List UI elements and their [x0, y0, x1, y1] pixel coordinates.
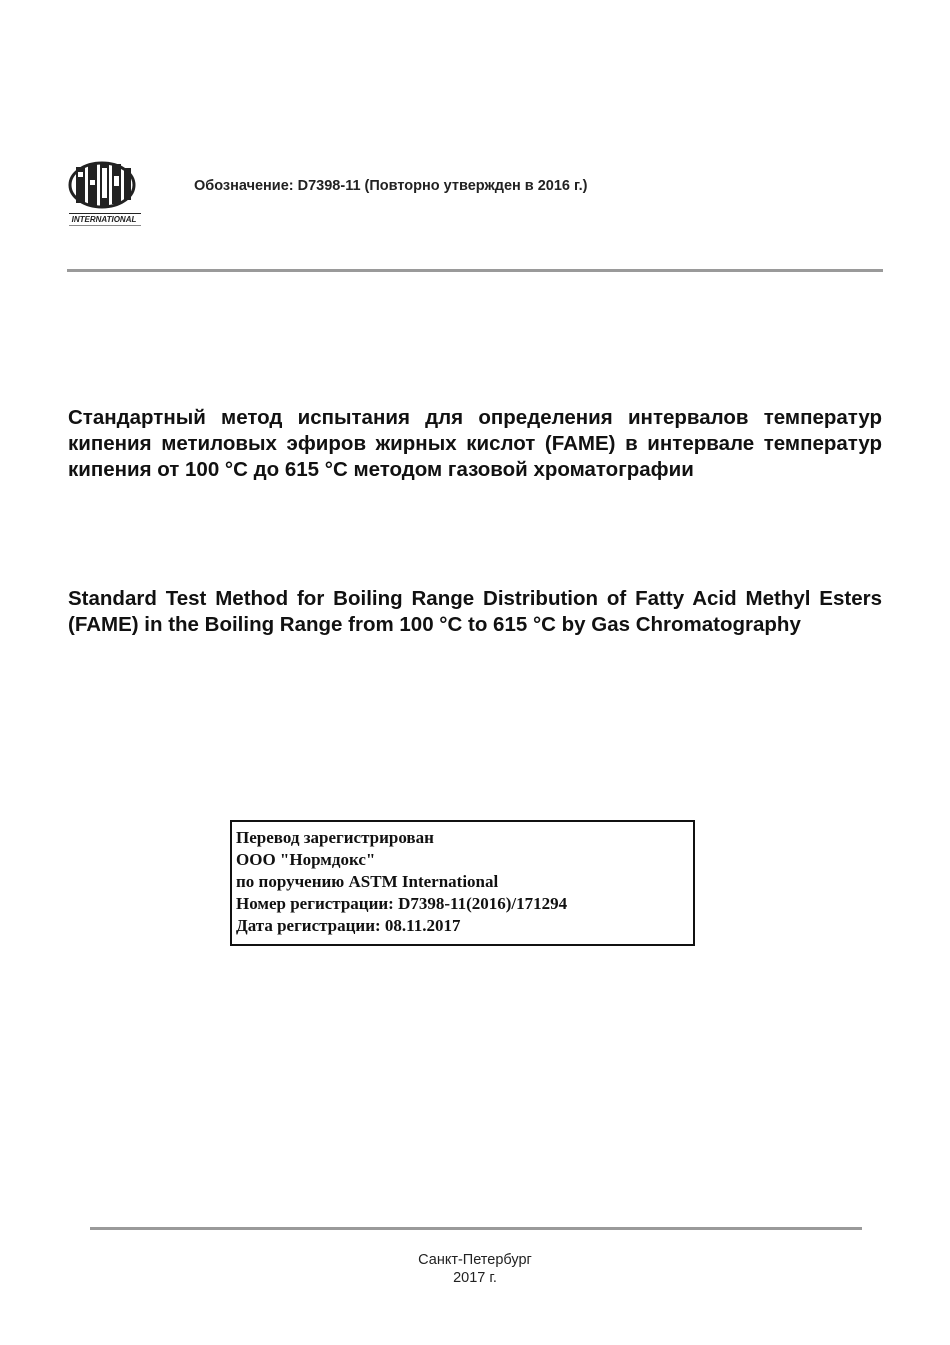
astm-logo: [66, 158, 144, 228]
astm-international-icon: [66, 158, 144, 228]
footer: [0, 1251, 950, 1287]
footer-city: Санкт-Петербург: [418, 1252, 532, 1268]
registration-stamp: [230, 820, 695, 946]
registration-line: Перевод зарегистрирован: [236, 828, 434, 847]
registration-date: Дата регистрации: 08.11.2017: [236, 916, 461, 935]
registration-number: Номер регистрации: D7398-11(2016)/171294: [236, 894, 568, 913]
registration-line: ООО "Нормдокс": [236, 850, 376, 869]
title-english: Standard Test Method for Boiling Range Distribution of Fatty Acid Methyl Esters (FAME) in the Boiling Range from 100 °C to 615 °C by Gas Chromatography: [68, 587, 882, 636]
bottom-divider: [90, 1227, 862, 1230]
top-divider: [67, 269, 883, 272]
footer-year: 2017 г.: [453, 1270, 497, 1286]
designation: Обозначение: D7398-11 (Повторно утвержден в 2016 г.): [194, 178, 588, 194]
registration-line: по поручению ASTM International: [236, 872, 499, 891]
logo-caption: INTERNATIONAL: [71, 215, 137, 224]
title-russian: Стандартный метод испытания для определения интервалов температур кипения метиловых эфиров жирных кислот (FAME) в интервале температур кипения от 100 °C до 615 °C методом газовой хроматографии: [68, 406, 882, 481]
